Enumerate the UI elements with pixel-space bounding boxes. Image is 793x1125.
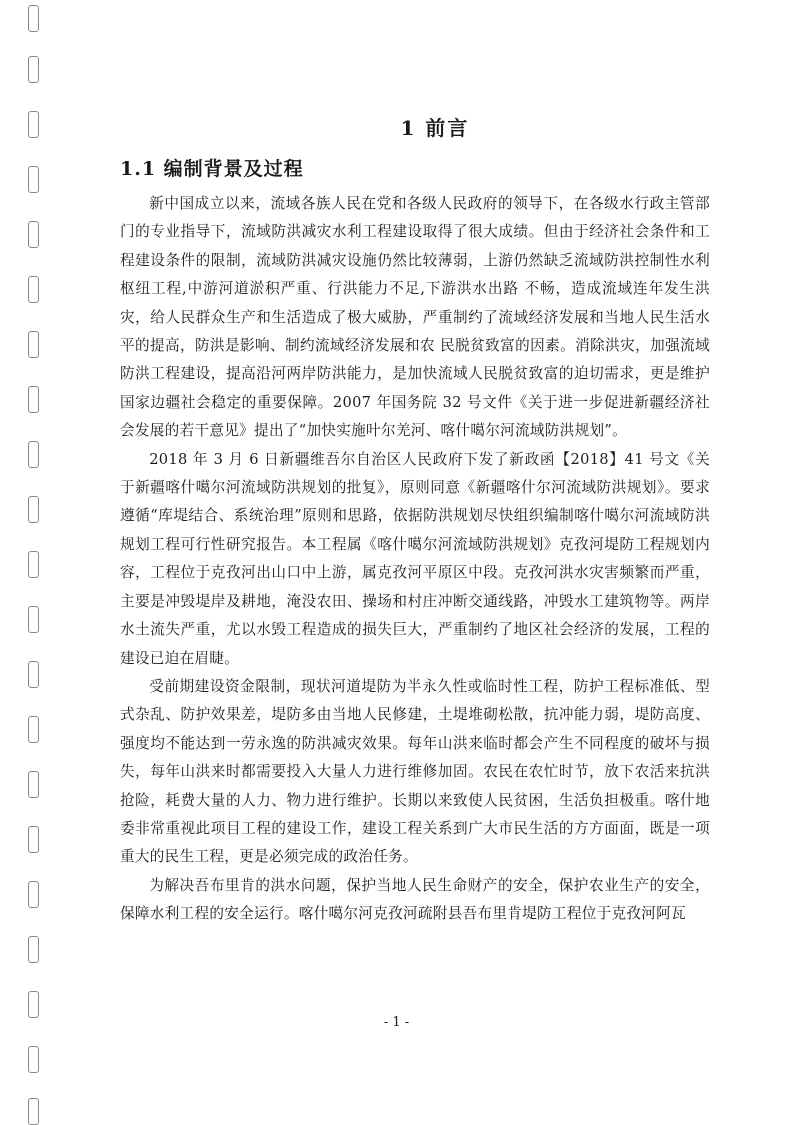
paragraph: 新中国成立以来，流域各族人民在党和各级人民政府的领导下，在各级水行政主管部门的专业指导下，流域防洪减灾水利工程建设取得了很大成绩。但由于经济社会条件和工程建设条件的限制，流域防洪减灾设施仍然比较薄弱，上游仍然缺乏流域防洪控制性水利枢纽工程,中游河道淤积严重、行洪能力不足,下游洪水出路 不畅，造成流域连年发生洪灾，给人民群众生产和生活造成了极大威胁，严重制约了流域经济发展和当地人民生活水平的提高，防洪是影响、制约流域经济发展和农 民脱贫致富的因素。消除洪灾，加强流域防洪工程建设，提高沿河两岸防洪能力，是加快流域人民脱贫致富的迫切需求，更是维护国家边疆社会稳定的重要保障。2007 年国务院 32 号文件《关于进一步促进新疆经济社会发展的若干意见》提出了“加快实施叶尔羌河、喀什噶尔河流域防洪规划”。 <box>120 195 710 440</box>
chapter-title: 1 前言 <box>400 116 470 140</box>
binder-hole <box>28 826 39 853</box>
binder-hole <box>28 606 39 633</box>
binder-hole <box>28 881 39 908</box>
paragraph: 为解决吾布里肯的洪水问题，保护当地人民生命财产的安全，保护农业生产的安全，保障水利工程的安全运行。喀什噶尔河克孜河疏附县吾布里肯堤防工程位于克孜河阿瓦 <box>120 876 710 923</box>
binder-hole <box>28 936 39 963</box>
binder-hole <box>28 716 39 743</box>
binder-hole <box>28 441 39 468</box>
binder-hole <box>28 221 39 248</box>
binder-hole <box>28 276 39 303</box>
binder-hole <box>28 991 39 1018</box>
binder-hole <box>28 551 39 578</box>
section-title: 1.1 编制背景及过程 <box>120 158 304 180</box>
page-number: - 1 - <box>383 1015 410 1030</box>
binder-hole <box>28 1098 39 1125</box>
binder-holes <box>24 0 44 1122</box>
paragraph: 受前期建设资金限制，现状河道堤防为半永久性或临时性工程，防护工程标准低、型式杂乱、防护效果差，堤防多由当地人民修建，土堤堆砌松散，抗冲能力弱，堤防高度、强度均不能达到一劳永逸的防洪减灾效果。每年山洪来临时都会产生不同程度的破坏与损失，每年山洪来时都需要投入大量人力进行维修加固。农民在农忙时节，放下农活来抗洪抢险，耗费大量的人力、物力进行维护。长期以来致使人民贫困，生活负担极重。喀什地委非常重视此项目工程的建设工作，建设工程关系到广大市民生活的方方面面，既是一项重大的民生工程，更是必须完成的政治任务。 <box>120 677 710 866</box>
binder-hole <box>28 166 39 193</box>
binder-hole <box>28 331 39 358</box>
binder-hole <box>28 386 39 413</box>
binder-hole <box>28 771 39 798</box>
page-content <box>120 108 710 929</box>
binder-hole <box>28 56 39 83</box>
binder-hole <box>28 496 39 523</box>
binder-hole <box>28 111 39 138</box>
paragraph: 2018 年 3 月 6 日新疆维吾尔自治区人民政府下发了新政函【2018】41 号文《关于新疆喀什噶尔河流域防洪规划的批复》，原则同意《新疆喀什尔河流域防洪规划》。要求遵循“库堤结合、系统治理”原则和思路，依据防洪规划尽快组织编制喀什噶尔河流域防洪规划工程可行性研究报告。本工程属《喀什噶尔河流域防洪规划》克孜河堤防工程规划内容，工程位于克孜河出山口中上游，属克孜河平原区中段。克孜河洪水灾害频繁而严重，主要是冲毁堤岸及耕地，淹没农田、操场和村庄冲断交通线路，冲毁水工建筑物等。两岸水土流失严重，尤以水毁工程造成的损失巨大，严重制约了地区社会经济的发展，工程的建设已迫在眉睫。 <box>120 450 710 667</box>
binder-hole <box>28 1046 39 1073</box>
binder-hole <box>28 661 39 688</box>
binder-hole <box>28 5 39 32</box>
